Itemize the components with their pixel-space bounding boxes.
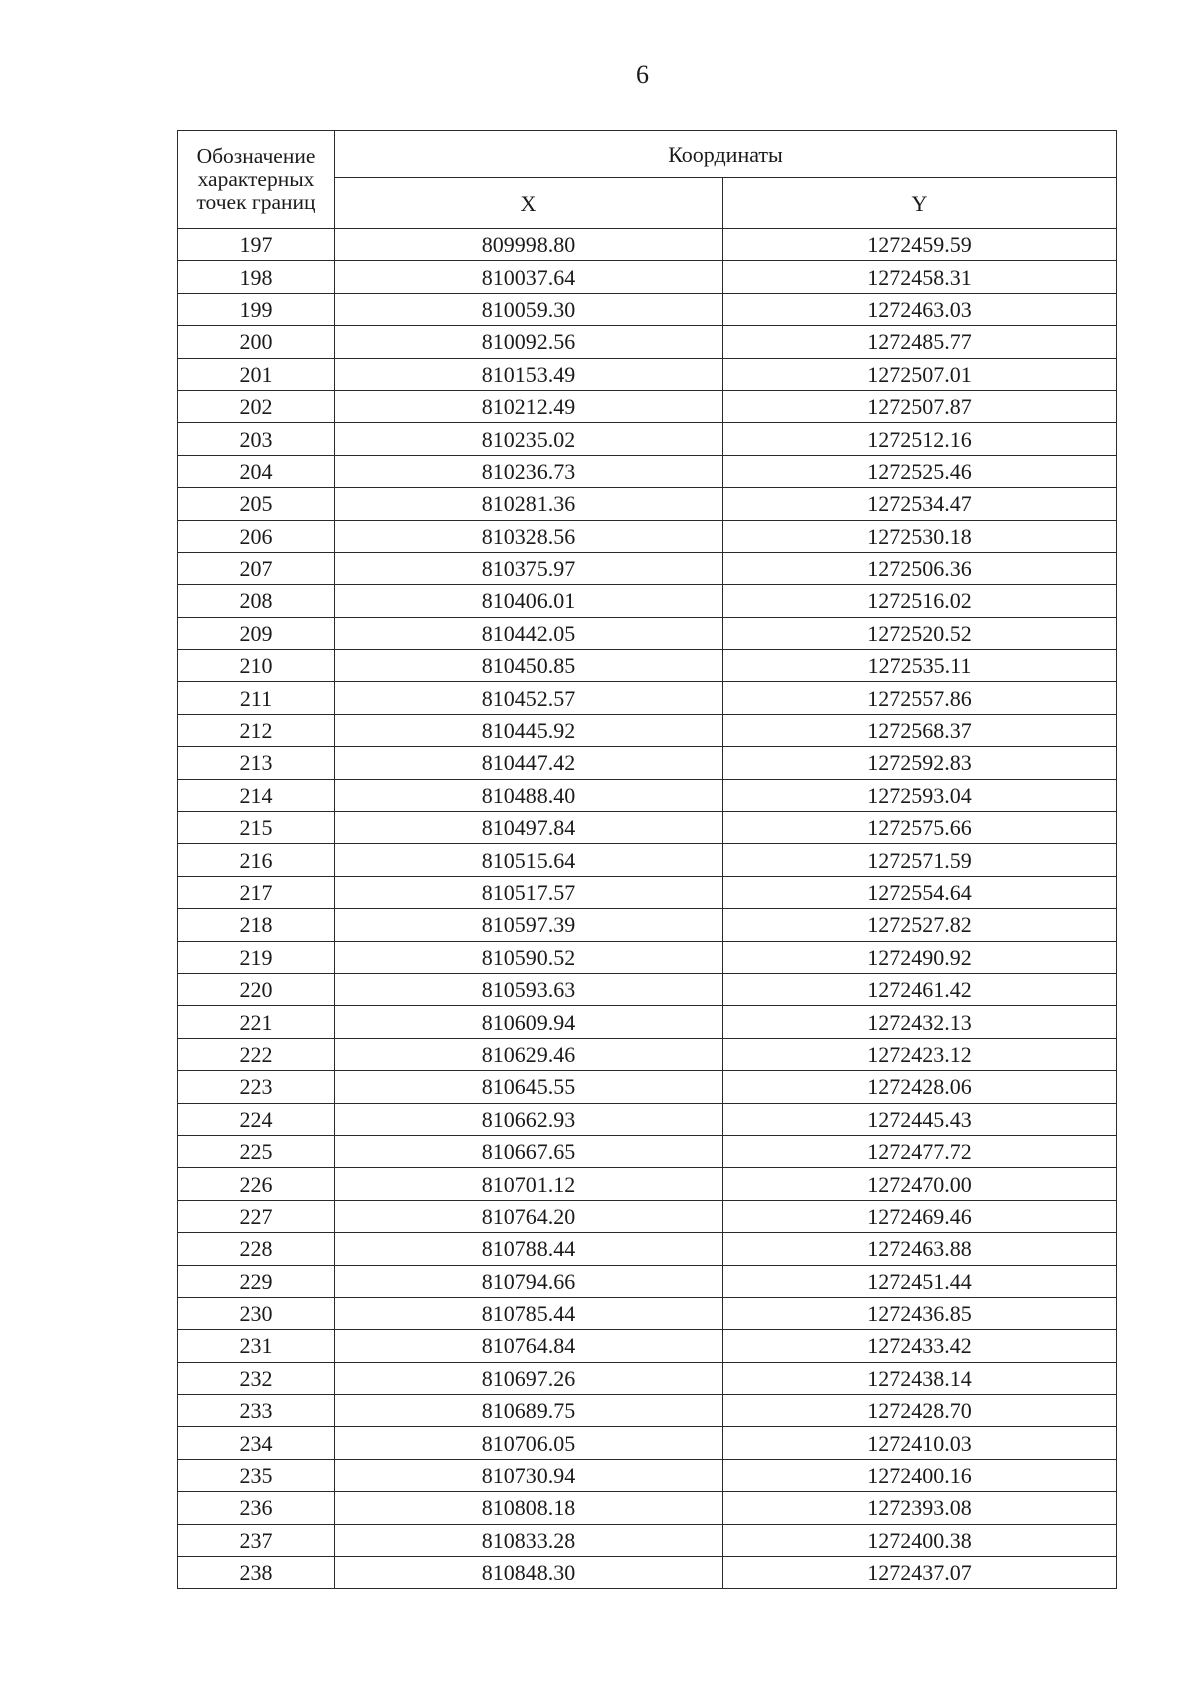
y-cell: 1272451.44 [723,1265,1117,1297]
x-cell: 810609.94 [335,1006,723,1038]
point-cell: 237 [178,1524,335,1556]
table-row [178,876,1117,908]
table-row [178,973,1117,1005]
y-cell: 1272463.88 [723,1233,1117,1265]
table-row [178,1524,1117,1556]
x-cell: 810764.84 [335,1330,723,1362]
x-cell: 810593.63 [335,973,723,1005]
x-cell: 810037.64 [335,261,723,293]
point-cell: 211 [178,682,335,714]
table-row [178,488,1117,520]
x-cell: 810808.18 [335,1492,723,1524]
x-column-header: X [335,178,723,229]
point-cell: 232 [178,1362,335,1394]
table-row [178,812,1117,844]
point-cell: 226 [178,1168,335,1200]
table-row [178,844,1117,876]
x-cell: 810236.73 [335,455,723,487]
table-row [178,1038,1117,1070]
point-cell: 205 [178,488,335,520]
x-cell: 810697.26 [335,1362,723,1394]
point-cell: 231 [178,1330,335,1362]
y-cell: 1272530.18 [723,520,1117,552]
table-row [178,390,1117,422]
table-row [178,585,1117,617]
x-cell: 810794.66 [335,1265,723,1297]
y-cell: 1272525.46 [723,455,1117,487]
y-cell: 1272445.43 [723,1103,1117,1135]
x-cell: 810788.44 [335,1233,723,1265]
y-cell: 1272593.04 [723,779,1117,811]
point-cell: 208 [178,585,335,617]
point-cell: 220 [178,973,335,1005]
y-cell: 1272557.86 [723,682,1117,714]
table-row [178,909,1117,941]
table-row [178,293,1117,325]
table-row [178,520,1117,552]
y-cell: 1272571.59 [723,844,1117,876]
x-cell: 810701.12 [335,1168,723,1200]
point-cell: 199 [178,293,335,325]
y-cell: 1272507.87 [723,390,1117,422]
table-row [178,714,1117,746]
x-cell: 810488.40 [335,779,723,811]
table-row [178,941,1117,973]
x-cell: 810447.42 [335,747,723,779]
x-cell: 810629.46 [335,1038,723,1070]
x-cell: 810442.05 [335,617,723,649]
point-cell: 238 [178,1557,335,1589]
x-cell: 810785.44 [335,1297,723,1329]
y-column-header: Y [723,178,1117,229]
y-cell: 1272527.82 [723,909,1117,941]
y-cell: 1272437.07 [723,1557,1117,1589]
point-cell: 236 [178,1492,335,1524]
x-cell: 810281.36 [335,488,723,520]
y-cell: 1272459.59 [723,229,1117,261]
x-cell: 810662.93 [335,1103,723,1135]
x-cell: 810445.92 [335,714,723,746]
point-cell: 202 [178,390,335,422]
y-cell: 1272470.00 [723,1168,1117,1200]
x-cell: 810406.01 [335,585,723,617]
point-cell: 223 [178,1071,335,1103]
y-cell: 1272512.16 [723,423,1117,455]
table-row [178,747,1117,779]
point-cell: 235 [178,1459,335,1491]
y-cell: 1272428.06 [723,1071,1117,1103]
point-cell: 207 [178,552,335,584]
table-row [178,682,1117,714]
point-cell: 217 [178,876,335,908]
table-row [178,1135,1117,1167]
table-row [178,1297,1117,1329]
table-row [178,650,1117,682]
table-row [178,1492,1117,1524]
table-row [178,617,1117,649]
table-row [178,552,1117,584]
point-cell: 198 [178,261,335,293]
point-cell: 206 [178,520,335,552]
table-row [178,1427,1117,1459]
table-row [178,1362,1117,1394]
x-cell: 810764.20 [335,1200,723,1232]
point-cell: 200 [178,326,335,358]
table-row [178,261,1117,293]
y-cell: 1272469.46 [723,1200,1117,1232]
x-cell: 810517.57 [335,876,723,908]
x-cell: 810667.65 [335,1135,723,1167]
table-row [178,1103,1117,1135]
point-cell: 204 [178,455,335,487]
y-cell: 1272534.47 [723,488,1117,520]
point-cell: 233 [178,1395,335,1427]
y-cell: 1272436.85 [723,1297,1117,1329]
y-cell: 1272432.13 [723,1006,1117,1038]
point-cell: 214 [178,779,335,811]
point-cell: 210 [178,650,335,682]
point-cell: 227 [178,1200,335,1232]
point-header-line2: характерных [197,167,315,191]
table-row [178,229,1117,261]
y-cell: 1272535.11 [723,650,1117,682]
table-body [178,229,1117,1589]
x-cell: 810235.02 [335,423,723,455]
table-row [178,1233,1117,1265]
x-cell: 810706.05 [335,1427,723,1459]
point-cell: 209 [178,617,335,649]
point-cell: 219 [178,941,335,973]
table-row [178,1006,1117,1038]
point-cell: 221 [178,1006,335,1038]
x-cell: 810689.75 [335,1395,723,1427]
y-cell: 1272423.12 [723,1038,1117,1070]
point-designation-header [178,131,335,229]
y-cell: 1272461.42 [723,973,1117,1005]
coordinates-table [177,130,1117,1589]
y-cell: 1272516.02 [723,585,1117,617]
x-cell: 810450.85 [335,650,723,682]
table-row [178,326,1117,358]
x-cell: 810833.28 [335,1524,723,1556]
point-header-line1: Обозначение [196,144,316,168]
y-cell: 1272393.08 [723,1492,1117,1524]
y-cell: 1272554.64 [723,876,1117,908]
y-cell: 1272463.03 [723,293,1117,325]
y-cell: 1272433.42 [723,1330,1117,1362]
table-row [178,455,1117,487]
x-cell: 810452.57 [335,682,723,714]
table-row [178,1459,1117,1491]
point-cell: 216 [178,844,335,876]
x-cell: 810730.94 [335,1459,723,1491]
point-cell: 215 [178,812,335,844]
x-cell: 810328.56 [335,520,723,552]
y-cell: 1272575.66 [723,812,1117,844]
page-number: 6 [636,60,649,89]
table-row [178,358,1117,390]
table-row [178,1330,1117,1362]
table-row [178,1071,1117,1103]
point-cell: 201 [178,358,335,390]
x-cell: 810497.84 [335,812,723,844]
table-row [178,1200,1117,1232]
x-cell: 810515.64 [335,844,723,876]
point-cell: 213 [178,747,335,779]
point-cell: 203 [178,423,335,455]
x-cell: 810153.49 [335,358,723,390]
point-cell: 230 [178,1297,335,1329]
x-cell: 810375.97 [335,552,723,584]
x-cell: 809998.80 [335,229,723,261]
y-cell: 1272438.14 [723,1362,1117,1394]
x-cell: 810590.52 [335,941,723,973]
y-cell: 1272485.77 [723,326,1117,358]
point-cell: 218 [178,909,335,941]
x-cell: 810212.49 [335,390,723,422]
x-cell: 810092.56 [335,326,723,358]
point-header-line3: точек границ [196,190,316,214]
point-cell: 225 [178,1135,335,1167]
point-cell: 228 [178,1233,335,1265]
table-row [178,1395,1117,1427]
table-row [178,1557,1117,1589]
table-row [178,423,1117,455]
x-cell: 810059.30 [335,293,723,325]
point-cell: 234 [178,1427,335,1459]
point-cell: 229 [178,1265,335,1297]
y-cell: 1272592.83 [723,747,1117,779]
point-cell: 197 [178,229,335,261]
y-cell: 1272520.52 [723,617,1117,649]
point-cell: 224 [178,1103,335,1135]
x-cell: 810597.39 [335,909,723,941]
y-cell: 1272410.03 [723,1427,1117,1459]
y-cell: 1272400.16 [723,1459,1117,1491]
table-row [178,1168,1117,1200]
y-cell: 1272428.70 [723,1395,1117,1427]
table-row [178,779,1117,811]
y-cell: 1272506.36 [723,552,1117,584]
y-cell: 1272568.37 [723,714,1117,746]
x-cell: 810848.30 [335,1557,723,1589]
y-cell: 1272400.38 [723,1524,1117,1556]
y-cell: 1272507.01 [723,358,1117,390]
table-row [178,1265,1117,1297]
point-cell: 212 [178,714,335,746]
x-cell: 810645.55 [335,1071,723,1103]
y-cell: 1272458.31 [723,261,1117,293]
point-cell: 222 [178,1038,335,1070]
coordinates-header: Координаты [335,131,1117,178]
y-cell: 1272477.72 [723,1135,1117,1167]
y-cell: 1272490.92 [723,941,1117,973]
